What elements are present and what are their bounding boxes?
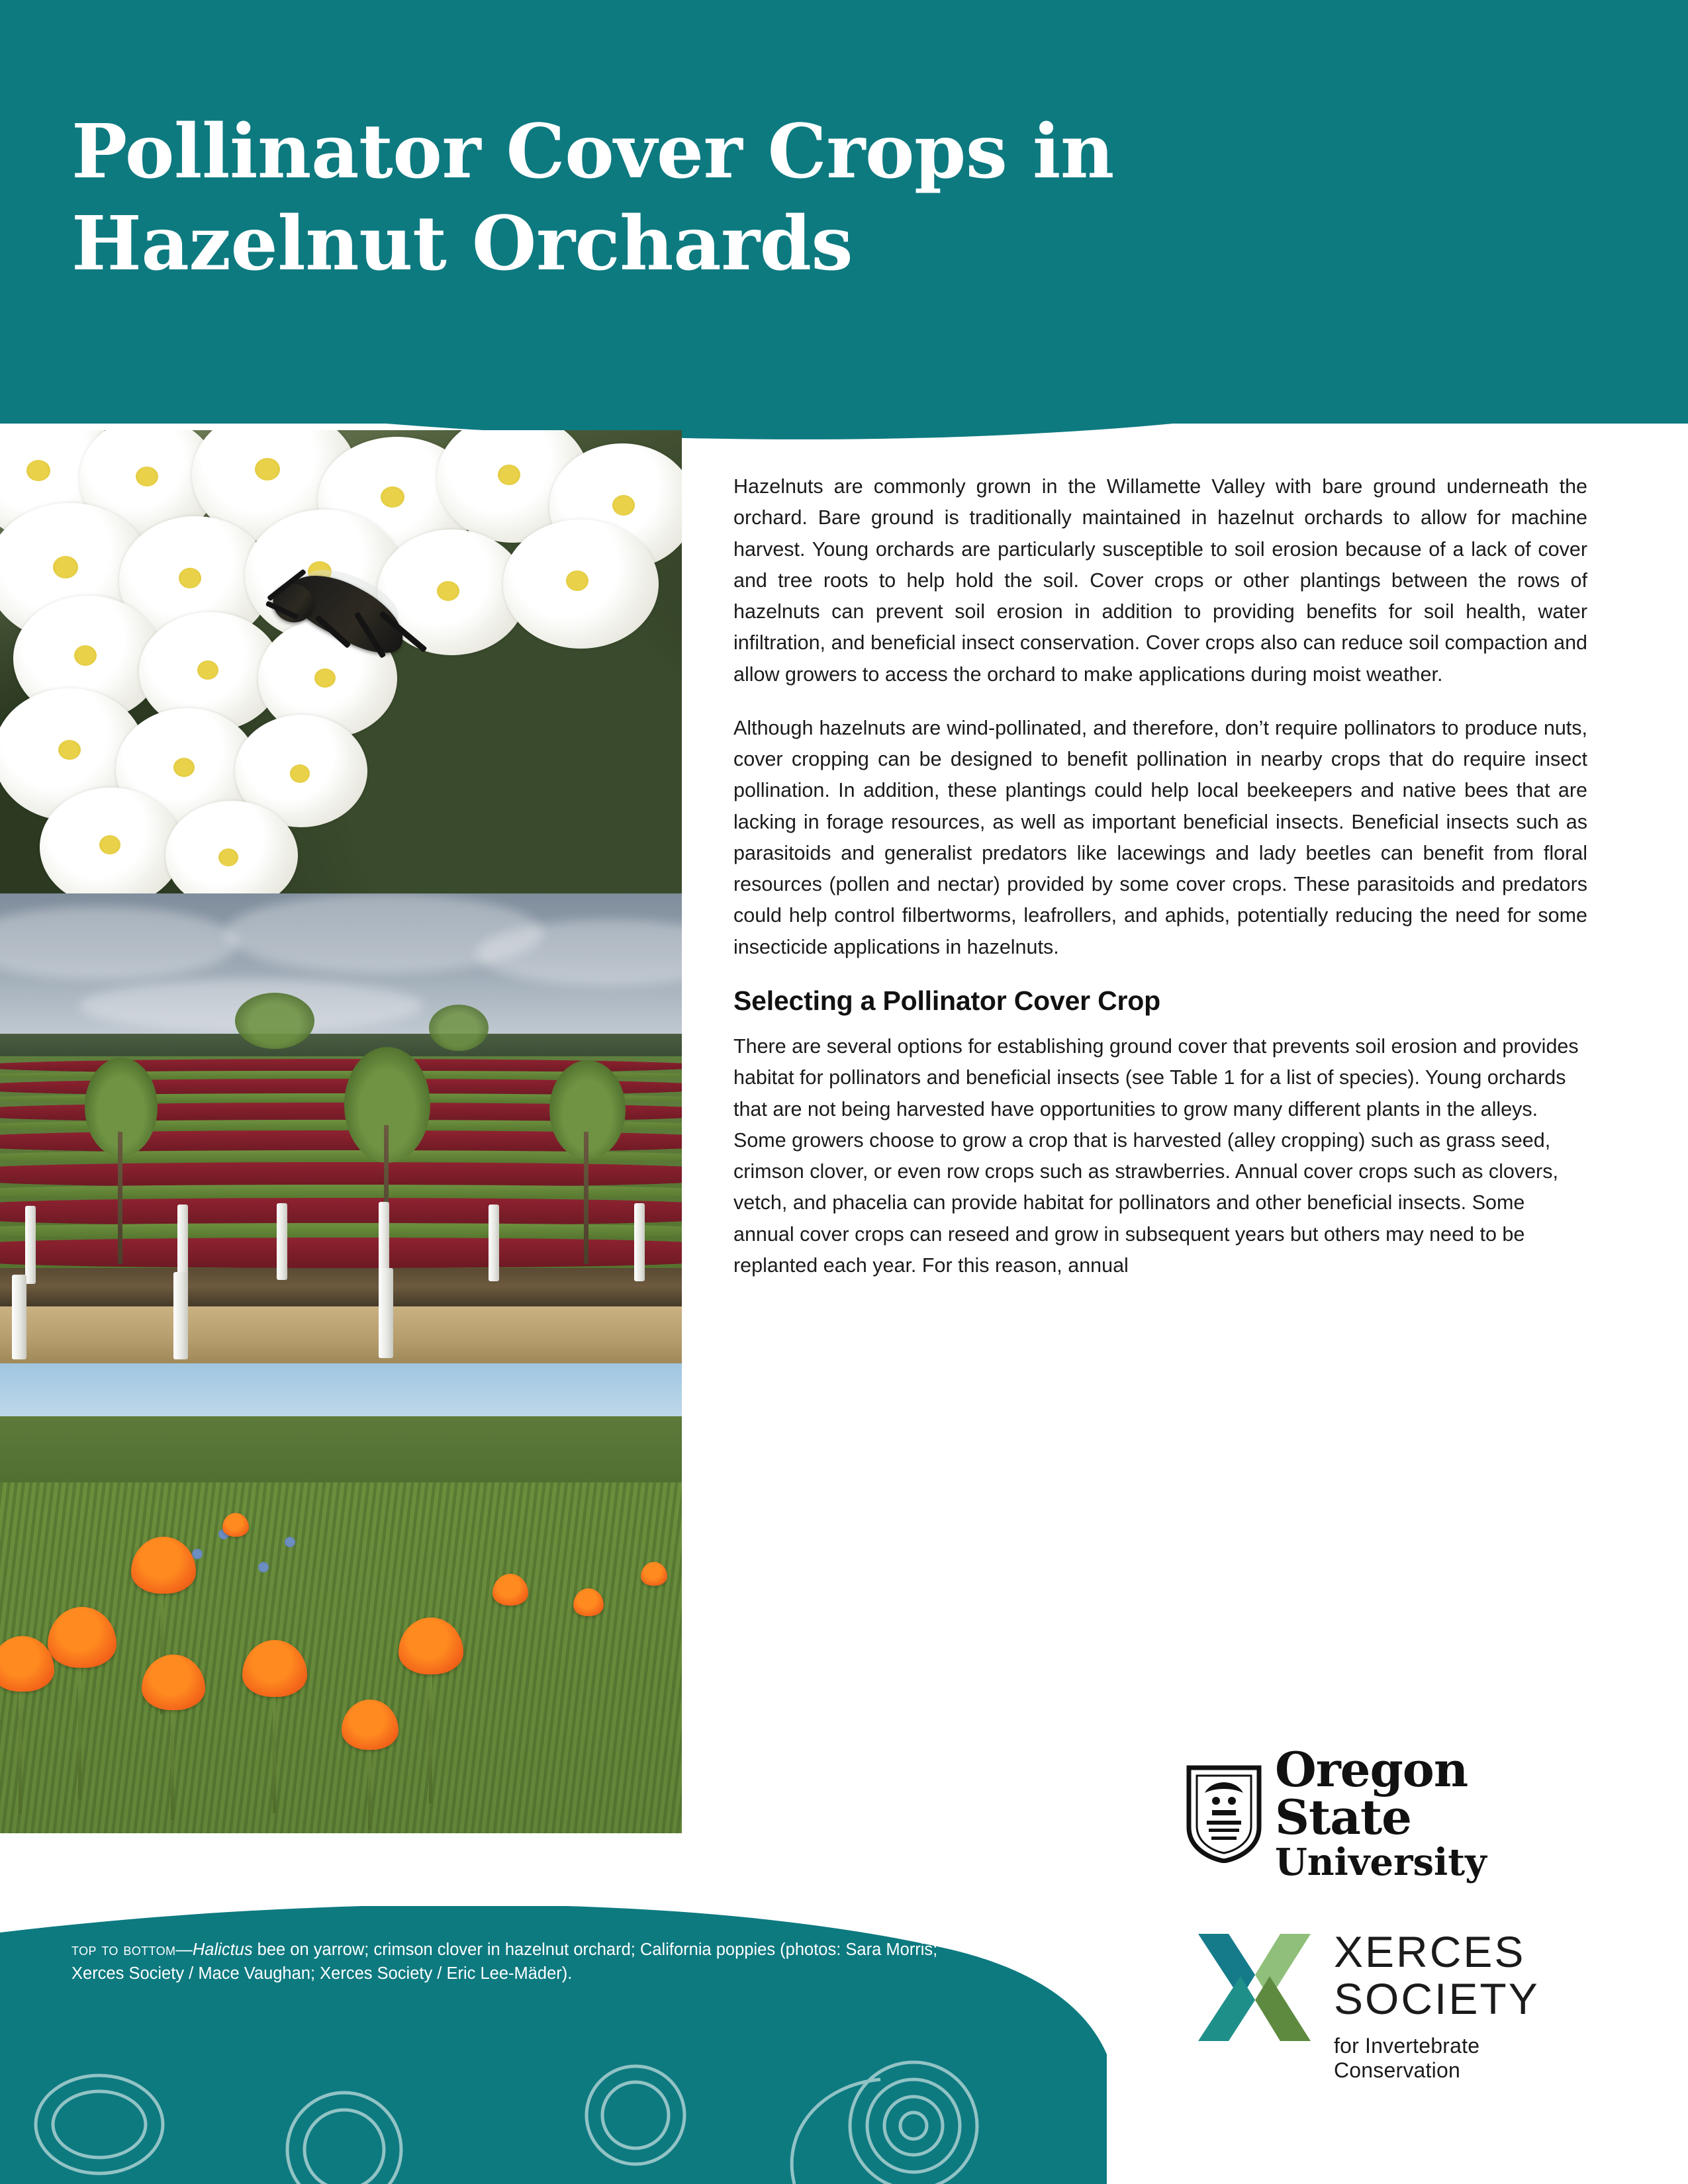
oregon-state-university-logo bbox=[1185, 1741, 1595, 1884]
osu-logo-line-1: Oregon State bbox=[1275, 1741, 1468, 1845]
section-heading-selecting-a-pollinator-cover-crop: Selecting a Pollinator Cover Crop bbox=[733, 985, 1160, 1016]
xerces-x-icon bbox=[1192, 1925, 1317, 2050]
osu-wordmark bbox=[1275, 1741, 1595, 1884]
osu-logo-line-2: University bbox=[1275, 1841, 1487, 1884]
caption-dash: — bbox=[175, 1940, 193, 1959]
poppy-flower bbox=[641, 1562, 667, 1586]
xerces-society-logo bbox=[1192, 1919, 1602, 2098]
caption-species: Halictus bbox=[192, 1940, 253, 1959]
image-crimson-clover-in-hazelnut-orchard bbox=[0, 893, 682, 1363]
osu-shield-icon bbox=[1185, 1764, 1263, 1863]
xerces-logo-tagline: for Invertebrate Conservation bbox=[1334, 2033, 1480, 2082]
photo-column bbox=[0, 430, 682, 1833]
image-california-poppies bbox=[0, 1363, 682, 1833]
caption-lead: top to bottom bbox=[71, 1940, 176, 1959]
paragraph-1: Hazelnuts are commonly grown in the Willamette Valley with bare ground underneath the orchard. Bare ground is traditionally maintained in hazelnut orchards to allow for machine harvest. Young orchards are particularly susceptible to soil erosion because of a lack of cover and tree roots to help hold the soil. Cover crops or other plantings between the rows of hazelnuts can prevent soil erosion in addition to providing benefits for soil health, water infiltration, and beneficial insect conservation. Cover crops also can reduce soil compaction and allow growers to access the orchard to make applications during moist weather. bbox=[733, 475, 1587, 686]
caption-rest: bee on yarrow; crimson clover in hazelnut orchard; California poppies (photos: Sara Morris; Xerces Society / Mace Vaughan; Xerces Society / Eric Lee-Mäder). bbox=[71, 1940, 938, 1983]
orchard-dirt-strip bbox=[0, 1268, 682, 1309]
image-halictus-bee-on-yarrow bbox=[0, 430, 682, 893]
page-title bbox=[71, 107, 1462, 291]
paragraph-3: There are several options for establishing ground cover that prevents soil erosion and provides habitat for pollinators and beneficial insects (see Table 1 for a list of species). Young orchards that are not being harvested have opportunities to grow many different plants in the alleys. Some growers choose to grow a crop that is harvested (alley cropping) such as grass seed, crimson clover, or even row crops such as strawberries. Annual cover crops such as clovers, vetch, and phacelia can provide habitat for pollinators and other beneficial insects. Some annual cover crops can reseed and grow in subsequent years but others may need to be replanted each year. For this reason, annual bbox=[733, 1034, 1579, 1277]
poppy-flower bbox=[222, 1513, 249, 1537]
orchard-straw-strip bbox=[0, 1306, 682, 1363]
orchard-treeline bbox=[0, 1034, 682, 1056]
paragraph-2: Although hazelnuts are wind-pollinated, and therefore, don’t require pollinators to produce nuts, cover cropping can be designed to benefit pollination in nearby crops that do require insect pollination. In addition, these plantings could help local beekeepers and native bees that are lacking in forage resources, as well as important beneficial insects. Beneficial insects such as parasitoids and generalist predators like lacewings and lady beetles can benefit from floral resources (pollen and nectar) provided by some cover crops. These parasitoids and predators could help control filbertworms, leafrollers, and aphids, potentially reducing the need for some insecticide applications in hazelnuts. bbox=[733, 716, 1587, 958]
xerces-logo-line-2: SOCIETY bbox=[1334, 1974, 1540, 2024]
photo-caption bbox=[71, 1938, 978, 1985]
xerces-wordmark bbox=[1334, 1929, 1612, 2083]
xerces-logo-line-1: XERCES bbox=[1334, 1927, 1526, 1976]
page-title-line-1: Pollinator Cover Crops in bbox=[71, 109, 1114, 196]
page-title-line-2: Hazelnut Orchards bbox=[71, 200, 853, 287]
article-body bbox=[733, 471, 1587, 1304]
